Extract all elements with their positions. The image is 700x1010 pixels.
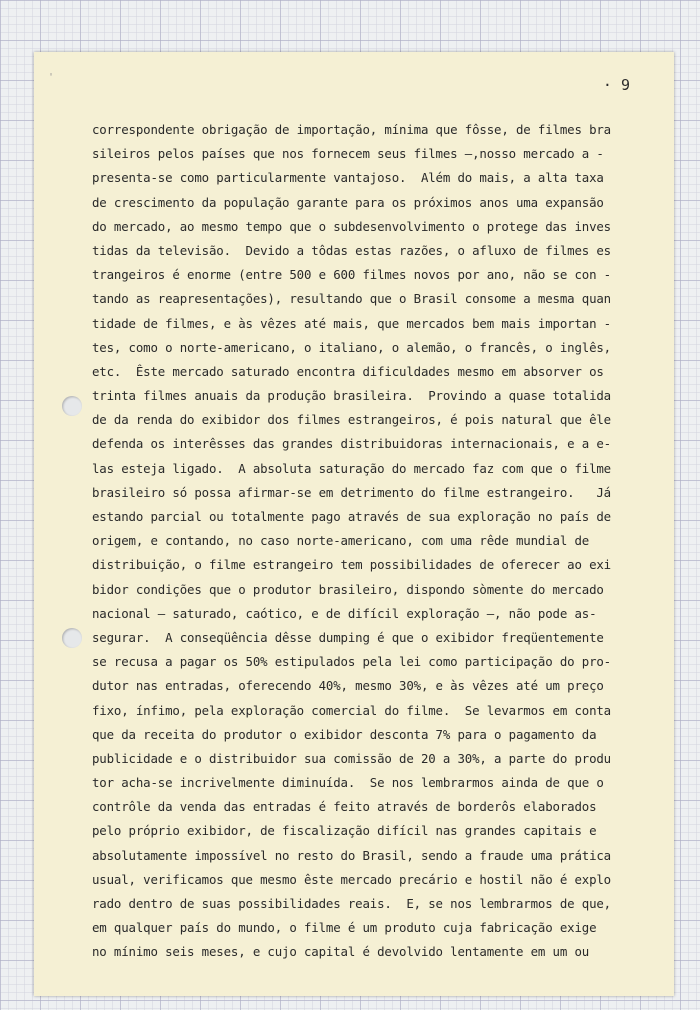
text-line: tor acha-se incrivelmente diminuída. Se nos lembrarmos ainda de que o [92, 775, 604, 791]
text-line: trangeiros é enorme (entre 500 e 600 filmes novos por ano, não se con - [92, 267, 611, 283]
text-line: sileiros pelos países que nos fornecem seus filmes —,nosso mercado a - [92, 146, 604, 162]
corner-mark: ' [48, 72, 55, 83]
text-line: distribuição, o filme estrangeiro tem possibilidades de oferecer ao exi [92, 557, 611, 573]
text-line: tidade de filmes, e às vêzes até mais, que mercados bem mais importan - [92, 315, 611, 331]
text-line: tidas da televisão. Devido a tôdas estas razões, o afluxo de filmes es [92, 242, 611, 258]
text-line: que da receita do produtor o exibidor desconta 7% para o pagamento da [92, 726, 597, 742]
text-line: do mercado, ao mesmo tempo que o subdesenvolvimento o protege das inves [92, 218, 611, 234]
page-number-value: 9 [620, 76, 630, 94]
text-line: de da renda do exibidor dos filmes estrangeiros, é pois natural que êle [92, 412, 611, 428]
text-line: no mínimo seis meses, e cujo capital é devolvido lentamente em um ou [92, 944, 590, 960]
body-text [92, 118, 647, 965]
text-line: trinta filmes anuais da produção brasileira. Provindo a quase totalida [92, 388, 611, 404]
text-line: fixo, ínfimo, pela exploração comercial do filme. Se levarmos em conta [92, 702, 611, 718]
text-line: estando parcial ou totalmente pago através de sua exploração no país de [92, 509, 611, 524]
text-line: correspondente obrigação de importação, mínima que fôsse, de filmes bra [92, 122, 611, 137]
page-number: · 9 [602, 76, 630, 94]
text-line: em qualquer país do mundo, o filme é um produto cuja fabricação exige [92, 920, 597, 936]
text-line: de crescimento da população garante para os próximos anos uma expansão [92, 194, 604, 210]
punch-hole [62, 396, 82, 416]
text-line: las esteja ligado. A absoluta saturação do mercado faz com que o filme [92, 460, 611, 476]
typewritten-page [34, 52, 674, 996]
text-line: origem, e contando, no caso norte-americano, com uma rêde mundial de [92, 533, 590, 549]
text-line: presenta-se como particularmente vantajoso. Além do mais, a alta taxa [92, 170, 604, 186]
text-line: segurar. A conseqüência dêsse dumping é que o exibidor freqüentemente [92, 629, 604, 645]
text-line: etc. Êste mercado saturado encontra dificuldades mesmo em absorver os [92, 363, 604, 379]
text-line: bidor condições que o produtor brasileiro, dispondo sòmente do mercado [92, 581, 604, 597]
text-line: pelo próprio exibidor, de fiscalização difícil nas grandes capitais e [92, 823, 597, 839]
text-line: tes, como o norte-americano, o italiano, o alemão, o francês, o inglês, [92, 339, 611, 355]
text-line: nacional — saturado, caótico, e de difícil exploração —, não pode as- [92, 605, 597, 621]
text-line: brasileiro só possa afirmar-se em detrimento do filme estrangeiro. Já [92, 484, 611, 500]
text-line: se recusa a pagar os 50% estipulados pela lei como participação do pro- [92, 654, 611, 670]
text-line: publicidade e o distribuidor sua comissão de 20 a 30%, a parte do produ [92, 750, 611, 766]
text-line: absolutamente impossível no resto do Brasil, sendo a fraude uma prática [92, 847, 611, 863]
text-line: usual, verificamos que mesmo êste mercado precário e hostil não é explo [92, 871, 611, 887]
text-line: defenda os interêsses das grandes distribuidoras internacionais, e a e- [92, 436, 611, 452]
text-line: rado dentro de suas possibilidades reais. E, se nos lembrarmos de que, [92, 896, 611, 911]
text-line: dutor nas entradas, oferecendo 40%, mesmo 30%, e às vêzes até um preço [92, 678, 604, 694]
punch-hole [62, 628, 82, 648]
text-line: tando as reapresentações), resultando que o Brasil consome a mesma quan [92, 291, 611, 307]
text-line: contrôle da venda das entradas é feito através de borderôs elaborados [92, 799, 597, 815]
